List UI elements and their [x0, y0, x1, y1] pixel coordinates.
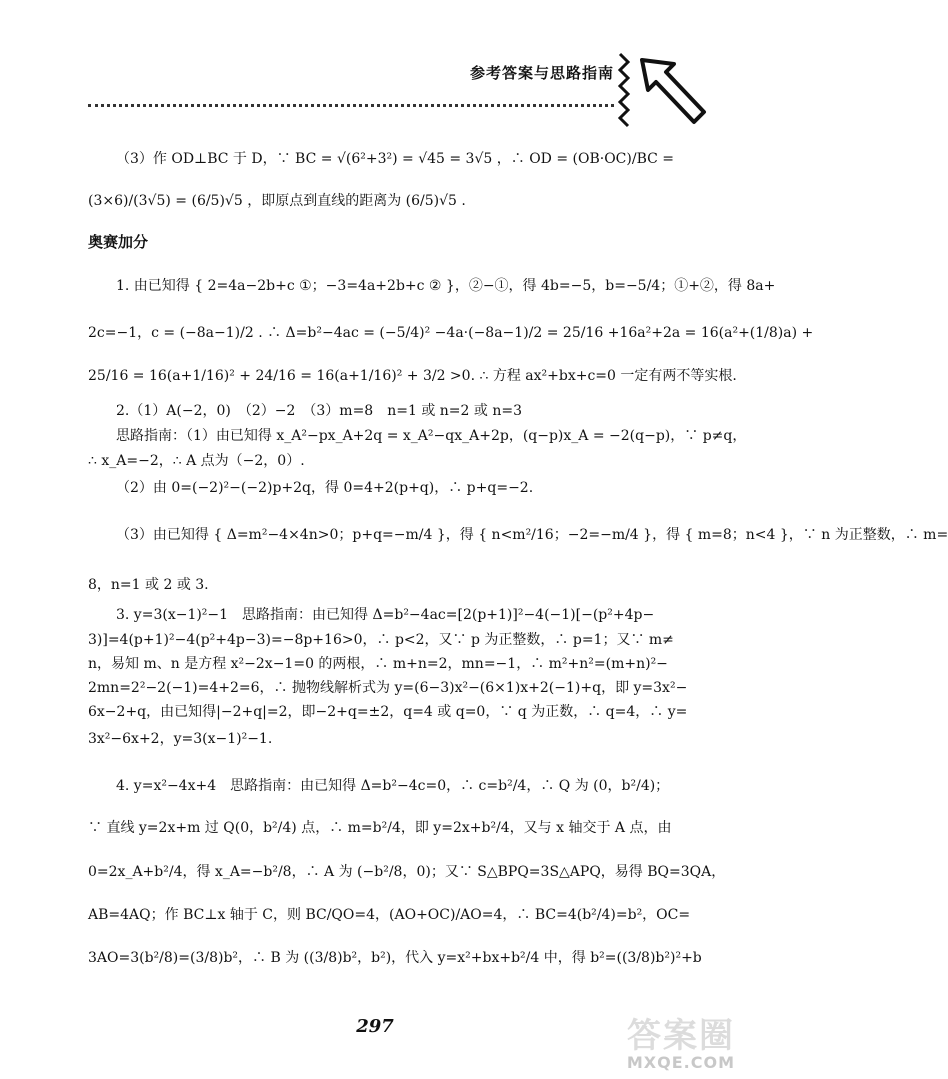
- text-line: 2c=−1，c = (−8a−1)/2 . ∴ Δ=b²−4ac = (−5/4)² −4a·(−8a−1)/2 = 25/16 +16a²+2a = 16(a²+(1/8)a) +: [88, 325, 814, 341]
- text-line: 2.（1）A(−2，0) （2）−2 （3）m=8 n=1 或 n=2 或 n=3: [116, 403, 522, 419]
- section-heading: 奥赛加分: [88, 233, 149, 251]
- arrow-icon: [612, 50, 712, 130]
- text-line: 8，n=1 或 2 或 3.: [88, 577, 209, 593]
- text-line: （3）由已知得 { Δ=m²−4×4n>0；p+q=−m/4 }，得 { n<m²/16；−2=−m/4 }，得 { m=8；n<4 }，∵ n 为正整数，∴ m=: [116, 527, 948, 543]
- watermark: [585, 1008, 745, 1076]
- text-line: (3×6)/(3√5) = (6/5)√5 ，即原点到直线的距离为 (6/5)√5 .: [88, 193, 466, 209]
- text-line: 3)]=4(p+1)²−4(p²+4p−3)=−8p+16>0，∴ p<2，又∵ p 为正整数，∴ p=1；又∵ m≠: [88, 632, 674, 648]
- answer-content: [88, 140, 948, 980]
- text-line: 2mn=2²−2(−1)=4+2=6，∴ 抛物线解析式为 y=(6−3)x²−(6×1)x+2(−1)+q，即 y=3x²−: [88, 680, 688, 696]
- text-line: 3. y=3(x−1)²−1 思路指南：由已知得 Δ=b²−4ac=[2(p+1)]²−4(−1)[−(p²+4p−: [116, 607, 655, 623]
- watermark-logo: 答案圈: [627, 1016, 735, 1056]
- text-line: 4. y=x²−4x+4 思路指南：由已知得 Δ=b²−4c=0，∴ c=b²/4，∴ Q 为 (0，b²/4)；: [116, 778, 670, 794]
- watermark-url: MXQE.COM: [626, 1053, 735, 1072]
- text-line: 6x−2+q，由已知得|−2+q|=2，即−2+q=±2，q=4 或 q=0，∵ q 为正数，∴ q=4，∴ y=: [88, 704, 688, 720]
- page-number: 297: [356, 1016, 394, 1037]
- text-line: ∵ 直线 y=2x+m 过 Q(0，b²/4) 点，∴ m=b²/4，即 y=2x+b²/4，又与 x 轴交于 A 点，由: [88, 820, 672, 836]
- text-line: 3x²−6x+2，y=3(x−1)²−1.: [88, 731, 273, 747]
- header-title: 参考答案与思路指南: [469, 64, 614, 82]
- text-line: n，易知 m、n 是方程 x²−2x−1=0 的两根，∴ m+n=2，mn=−1，∴ m²+n²=(m+n)²−: [88, 656, 668, 672]
- text-line: （2）由 0=(−2)²−(−2)p+2q，得 0=4+2(p+q)，∴ p+q=−2.: [116, 480, 534, 496]
- text-line: 0=2x_A+b²/4，得 x_A=−b²/8，∴ A 为 (−b²/8，0)；又∵ S△BPQ=3S△APQ，易得 BQ=3QA，: [88, 864, 726, 880]
- text-line: 1. 由已知得 { 2=4a−2b+c ①；−3=4a+2b+c ② }，②−①，得 4b=−5，b=−5/4；①+②，得 8a+: [116, 278, 776, 294]
- text-line: 3AO=3(b²/8)=(3/8)b²，∴ B 为 ((3/8)b²，b²)，代入 y=x²+bx+b²/4 中，得 b²=((3/8)b²)²+b: [88, 950, 702, 966]
- text-line: 思路指南：（1）由已知得 x_A²−px_A+2q = x_A²−qx_A+2p，(q−p)x_A = −2(q−p)，∵ p≠q，: [116, 428, 747, 444]
- header-dotted-rule: [88, 104, 614, 107]
- text-line: ∴ x_A=−2，∴ A 点为（−2，0）.: [88, 453, 305, 469]
- text-line: 25/16 = 16(a+1/16)² + 24/16 = 16(a+1/16)² + 3/2 >0. ∴ 方程 ax²+bx+c=0 一定有两不等实根.: [88, 368, 737, 384]
- text-line: AB=4AQ；作 BC⊥x 轴于 C，则 BC/QO=4，(AO+OC)/AO=4，∴ BC=4(b²/4)=b²，OC=: [88, 907, 691, 923]
- text-line: （3）作 OD⊥BC 于 D，∵ BC = √(6²+3²) = √45 = 3√5 ，∴ OD = (OB·OC)/BC =: [116, 151, 675, 167]
